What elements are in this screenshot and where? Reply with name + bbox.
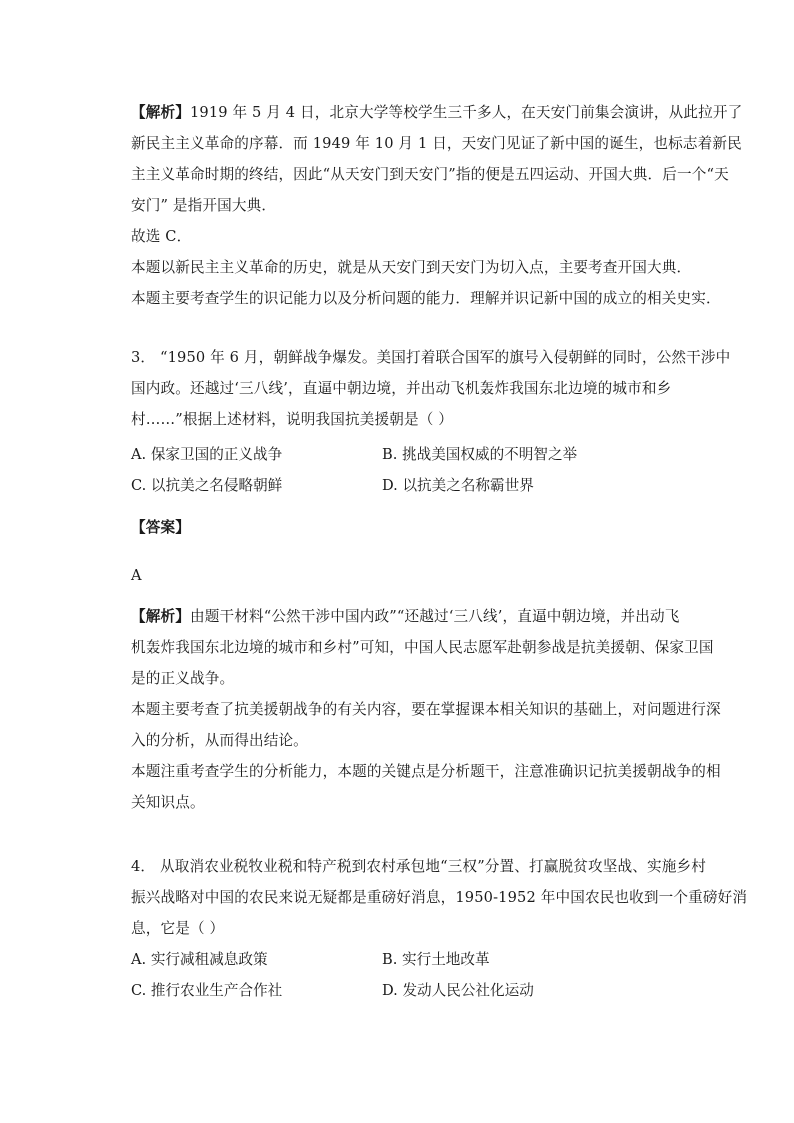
question-3-line-1: 3． “1950 年 6 月，朝鲜战争爆发。美国打着联合国军的旗号入侵朝鲜的同时，公然干涉中 bbox=[131, 349, 731, 366]
analysis-line-1: 【解析】1919 年 5 月 4 日，北京大学等校学生三千多人，在天安门前集会演讲，从此拉开了 bbox=[131, 104, 743, 121]
question-4-line-1: 4． 从取消农业税牧业税和特产税到农村承包地“三权”分置、打赢脱贫攻坚战、实施乡村 bbox=[131, 858, 706, 875]
analysis-line-3: 主主义革命时期的终结，因此“从天安门到天安门”指的便是五四运动、开国大典．后一个“天 bbox=[131, 166, 729, 183]
question-3-analysis-line-5: 入的分析，从而得出结论。 bbox=[131, 732, 308, 749]
question-4-option-a: A. 实行减租减息政策 bbox=[131, 951, 268, 968]
analysis-line-2: 新民主主义革命的序幕．而 1949 年 10 月 1 日，天安门见证了新中国的诞生，也标志着新民 bbox=[131, 135, 742, 152]
question-3-analysis-line-4: 本题主要考查了抗美援朝战争的有关内容，要在掌握课本相关知识的基础上，对问题进行深 bbox=[131, 701, 721, 718]
question-3-analysis-line-3: 是的正义战争。 bbox=[131, 670, 235, 687]
question-3-analysis-line-2: 机轰炸我国东北边境的城市和乡村”可知，中国人民志愿军赴朝参战是抗美援朝、保家卫国 bbox=[131, 639, 714, 656]
question-3-line-2: 国内政。还越过‘三八线’，直逼中朝边境，并出动飞机轰炸我国东北边境的城市和乡 bbox=[131, 380, 672, 397]
question-3-option-b: B. 挑战美国权威的不明智之举 bbox=[382, 446, 578, 463]
question-3-analysis-line-6: 本题注重考查学生的分析能力，本题的关键点是分析题干，注意准确识记抗美援朝战争的相 bbox=[131, 763, 721, 780]
analysis-tag: 【解析】 bbox=[131, 104, 190, 121]
question-3-analysis-line-1: 【解析】由题干材料“公然干涉中国内政”“还越过‘三八线’，直逼中朝边境，并出动飞 bbox=[131, 608, 680, 625]
question-4-line-3: 息，它是（ ） bbox=[131, 920, 225, 937]
question-4-line-2: 振兴战略对中国的农民来说无疑都是重磅好消息，1950-1952 年中国农民也收到一个重磅好消 bbox=[131, 889, 748, 906]
analysis-note-1: 本题以新民主主义革命的历史，就是从天安门到天安门为切入点，主要考查开国大典． bbox=[131, 259, 692, 276]
answer-choice-line: 故选 C． bbox=[131, 228, 192, 245]
question-4-option-c: C. 推行农业生产合作社 bbox=[131, 982, 283, 999]
question-3-line-3: 村……”根据上述材料，说明我国抗美援朝是（ ） bbox=[131, 411, 454, 428]
analysis-note-2: 本题主要考查学生的识记能力以及分析问题的能力．理解并识记新中国的成立的相关史实． bbox=[131, 290, 721, 307]
question-4-option-d: D. 发动人民公社化运动 bbox=[382, 982, 534, 999]
question-4-option-b: B. 实行土地改革 bbox=[382, 951, 490, 968]
question-3-option-d: D. 以抗美之名称霸世界 bbox=[382, 477, 534, 494]
question-3-option-c: C. 以抗美之名侵略朝鲜 bbox=[131, 477, 283, 494]
analysis-tag: 【解析】 bbox=[131, 608, 190, 625]
question-3-analysis-line-7: 关知识点。 bbox=[131, 794, 205, 811]
analysis-line-4: 安门” 是指开国大典． bbox=[131, 197, 277, 214]
question-3-answer-tag: 【答案】 bbox=[131, 519, 190, 536]
question-3-option-a: A. 保家卫国的正义战争 bbox=[131, 446, 283, 463]
question-3-answer: A bbox=[131, 567, 142, 584]
